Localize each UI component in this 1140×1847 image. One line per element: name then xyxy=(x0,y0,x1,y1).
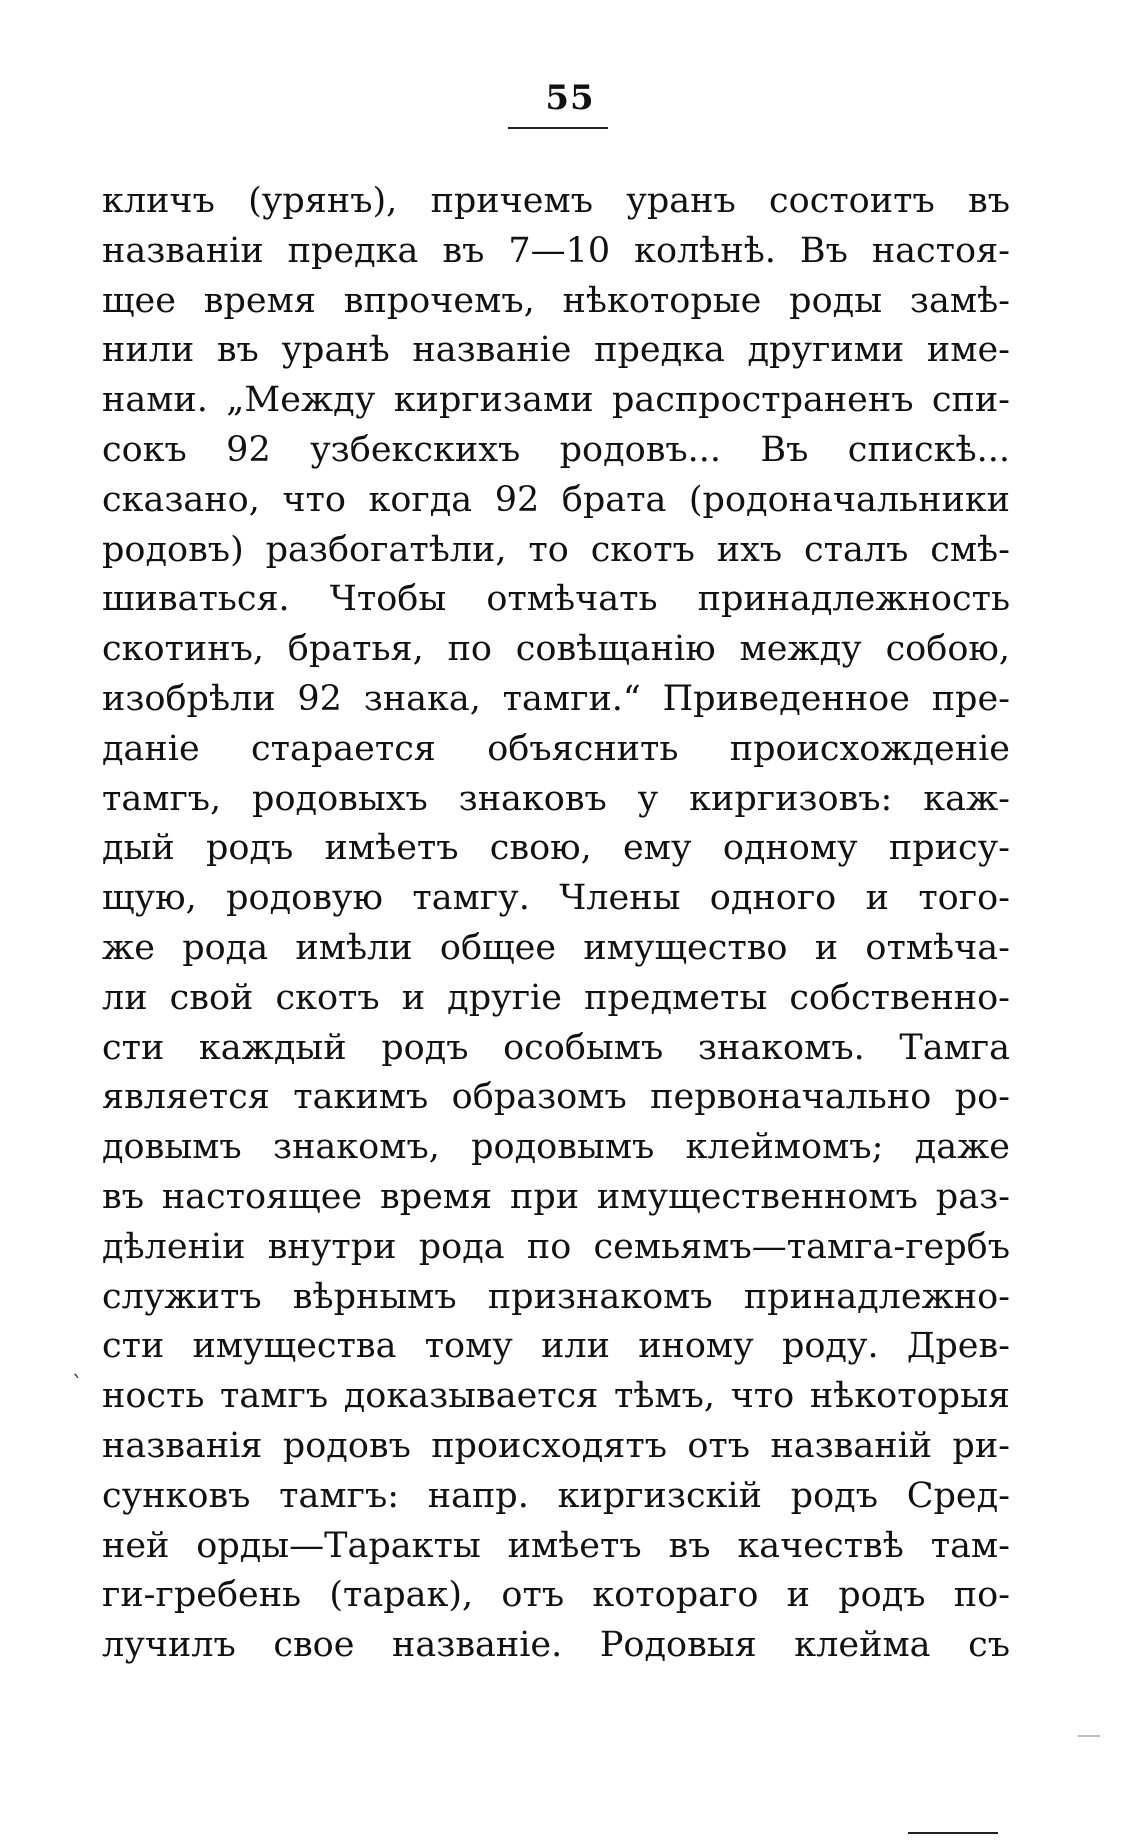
text-line: дѣленiи внутри рода по семьямъ—тамга-гербъ xyxy=(102,1226,1010,1267)
text-line: сказано, что когда 92 брата (родоначальники xyxy=(102,479,1010,520)
body-text xyxy=(102,177,1010,1671)
text-line: ней орды—Таракты имѣетъ въ качествѣ там- xyxy=(102,1525,1010,1566)
text-line: изобрѣли 92 знака, тамги.“ Приведенное пре- xyxy=(102,678,1010,719)
bottom-rule xyxy=(908,1832,998,1834)
text-line: тамгъ, родовыхъ знаковъ у киргизовъ: каж- xyxy=(102,778,1010,819)
text-line: кличъ (урянъ), причемъ уранъ состоитъ въ xyxy=(102,181,1010,221)
text-line: щую, родовую тамгу. Члены одного и того- xyxy=(102,878,1010,919)
text-line: является такимъ образомъ первоначально ро- xyxy=(102,1077,1010,1118)
text-line: дый родъ имѣетъ свою, ему одному прису- xyxy=(102,828,1010,869)
text-line: ги-гребень (тарак), отъ котораго и родъ по- xyxy=(102,1575,1010,1616)
text-line: сунковъ тамгъ: напр. киргизскiй родъ Сред- xyxy=(102,1475,1010,1516)
page-number: 55 xyxy=(545,78,595,118)
text-line: сти каждый родъ особымъ знакомъ. Тамга xyxy=(102,1027,1010,1068)
text-line: названiи предка въ 7—10 колѣнѣ. Въ настоя- xyxy=(102,230,1010,271)
text-line: сокъ 92 узбекскихъ родовъ... Въ спискѣ... xyxy=(102,429,1010,470)
text-line: названiя родовъ происходятъ отъ названiй ри- xyxy=(102,1425,1010,1466)
text-line: ли свой скотъ и другiе предметы собственно- xyxy=(102,977,1010,1018)
text-line: же рода имѣли общее имущество и отмѣча- xyxy=(102,927,1010,968)
text-line: нами. „Между киргизами распространенъ спи- xyxy=(102,380,1010,421)
text-line: ность тамгъ доказывается тѣмъ, что нѣкоторыя xyxy=(102,1376,1010,1417)
margin-mark: ˋ xyxy=(72,1373,83,1398)
text-line: шиваться. Чтобы отмѣчать принадлежность xyxy=(102,579,1010,620)
text-line: данiе старается объяснить происхожденiе xyxy=(102,728,1010,769)
text-line: нили въ уранѣ названiе предка другими име- xyxy=(102,330,1010,371)
text-line: лучилъ свое названiе. Родовыя клейма съ xyxy=(102,1625,1010,1666)
text-line: сти имущества тому или иному роду. Древ- xyxy=(102,1326,1010,1367)
edge-dash xyxy=(1078,1735,1100,1737)
text-line: скотинъ, братья, по совѣщанiю между собою, xyxy=(102,629,1010,670)
text-line: въ настоящее время при имущественномъ раз- xyxy=(102,1176,1010,1217)
page-number-rule xyxy=(508,127,608,129)
text-line: родовъ) разбогатѣли, то скотъ ихъ сталъ смѣ- xyxy=(102,529,1010,570)
text-line: служитъ вѣрнымъ признакомъ принадлежно- xyxy=(102,1276,1010,1317)
text-line: довымъ знакомъ, родовымъ клеймомъ; даже xyxy=(102,1127,1010,1168)
text-line: щее время впрочемъ, нѣкоторые роды замѣ- xyxy=(102,280,1010,321)
